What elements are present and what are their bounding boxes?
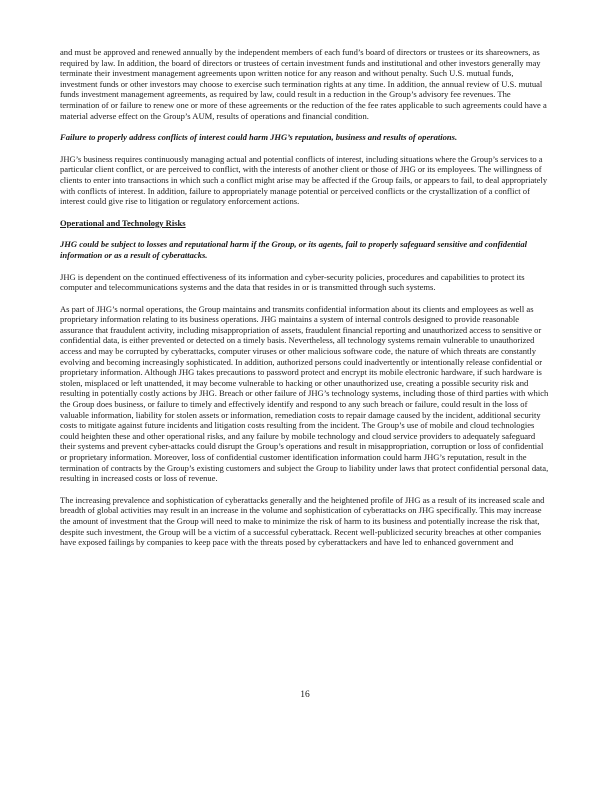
- risk-heading-cyberattacks: JHG could be subject to losses and reputational harm if the Group, or its agents, fail to properly safeguard sensitive and confidential information or as a result of cyberattacks.: [60, 239, 528, 260]
- paragraph-fund-agreements: and must be approved and renewed annually by the independent members of each fund’s board of directors or trustees or its shareowners, as required by law. In addition, the board of directors or trustees of certain investment funds and institutional and other investors generally may terminate their investment management agreements upon written notice for any reason and without penalty. Such U.S. mutual funds, investment funds or other investors may choose to exercise such termination rights at any time. In addition, the annual review of U.S. mutual funds investment management agreements, as required by law, could result in a reduction in the Group’s advisory fee revenues. The termination of or failure to renew one or more of these agreements or the reduction of the fee rates applicable to such agreements could have a material adverse effect on the Group’s AUM, results of operations and financial condition.: [60, 47, 547, 121]
- paragraph-security-policies: JHG is dependent on the continued effectiveness of its information and cyber-security policies, procedures and capabilities to protect its computer and telecommunications systems and the data that resides in or is transmitted through such systems.: [60, 271, 525, 293]
- page-number: 16: [300, 690, 310, 700]
- section-heading-operational-technology-risks: Operational and Technology Risks: [60, 217, 186, 228]
- risk-heading-conflicts-of-interest: Failure to properly address conflicts of interest could harm JHG’s reputation, business and results of operations.: [60, 132, 458, 143]
- paragraph-cyberattack-prevalence: The increasing prevalence and sophistication of cyberattacks generally and the heightened profile of JHG as a result of its increased scale and breadth of global activities may result in an increase in the volume and sophistication of cyberattacks on JHG specifically. This may increase the amount of investment that the Group will need to make to minimize the risk of harm to its business and potentially increase the risk that, despite such investment, the Group will be a victim of a successful cyberattack. Recent well-publicized security breaches at other companies have exposed failings by companies to keep pace with the threats posed by cyberattackers and have led to enhanced government and: [60, 494, 545, 548]
- document-page: [60, 47, 552, 559]
- paragraph-confidential-information: As part of JHG’s normal operations, the Group maintains and transmits confidential information about its clients and employees as well as proprietary information relating to its business operations. JHG maintains a system of internal controls designed to provide reasonable assurance that fraudulent activity, including misappropriation of assets, fraudulent financial reporting and unauthorized access to sensitive or confidential data, is either prevented or detected on a timely basis. Nevertheless, all technology systems remain vulnerable to unauthorized access and may be corrupted by cyberattacks, computer viruses or other malicious software code, the nature of which threats are constantly evolving and becoming increasingly sophisticated. In addition, authorized persons could inadvertently or intentionally release confidential or proprietary information. Although JHG takes precautions to password protect and encrypt its mobile electronic hardware, if such hardware is stolen, misplaced or left unattended, it may become vulnerable to hacking or other unauthorized use, creating a possible security risk and resulting in potentially costly actions by JHG. Breach or other failure of JHG’s technology systems, including those of third parties with which the Group does business, or failure to timely and effectively identify and respond to any such breach or failure, could result in the loss of valuable information, liability for stolen assets or information, remediation costs to repair damage caused by the incident, additional security costs to mitigate against future incidents and litigation costs resulting from the incident. The Group’s use of mobile and cloud technologies could heighten these and other operational risks, and any failure by mobile technology and cloud service providers to adequately safeguard their systems and prevent cyber-attacks could disrupt the Group’s operations and result in misappropriation, corruption or loss of confidential or proprietary information. Moreover, loss of confidential customer identification information could harm JHG’s reputation, result in the termination of contracts by the Group’s existing customers and subject the Group to liability under laws that protect confidential personal data, resulting in increased costs or loss of revenue.: [60, 303, 549, 484]
- paragraph-conflicts-of-interest: JHG’s business requires continuously managing actual and potential conflicts of interest, including situations where the Group’s services to a particular client conflict, or are perceived to conflict, with the interests of another client or those of JHG or its employees. The willingness of clients to enter into transactions in which such a conflict might arise may be affected if the Group fails, or appears to fail, to deal appropriately with conflicts of interest. In addition, failure to appropriately manage potential or perceived conflicts or the crystallization of a conflict of interest could give rise to litigation or regulatory enforcement actions.: [60, 153, 548, 207]
